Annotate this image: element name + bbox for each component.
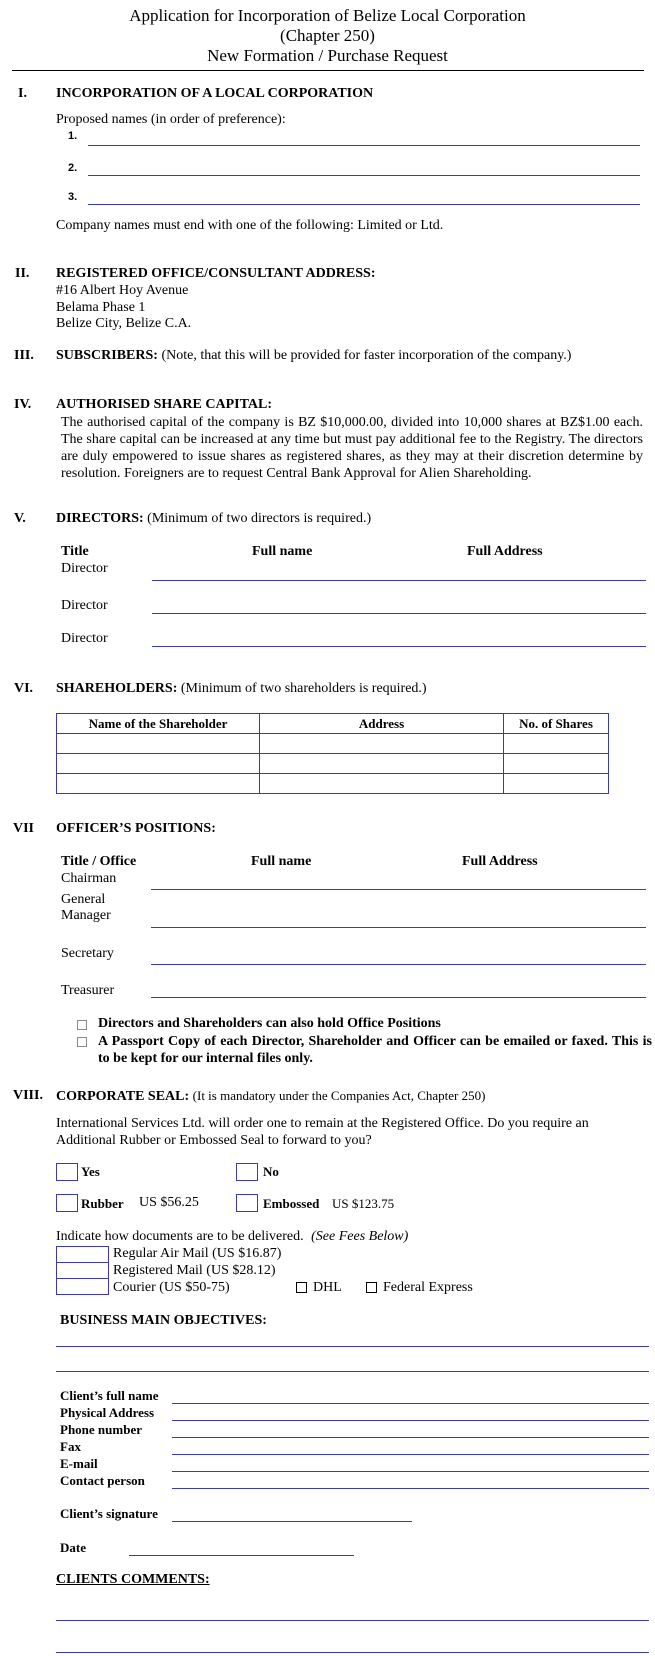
dhl-label: DHL	[313, 1280, 342, 1295]
table-row	[57, 774, 609, 794]
courier-fedex-option[interactable]	[366, 1280, 473, 1296]
shareholder-name-header: Name of the Shareholder	[57, 714, 260, 734]
client-address-field[interactable]	[172, 1420, 649, 1421]
seal-rubber-checkbox[interactable]	[56, 1194, 78, 1212]
delivery-courier-checkbox[interactable]	[56, 1278, 109, 1295]
form-subtitle: New Formation / Purchase Request	[207, 46, 448, 65]
director-row-3-label: Director	[61, 631, 108, 646]
section-6-line	[56, 681, 427, 697]
section-3-line	[56, 348, 571, 364]
client-email-label: E-mail	[60, 1456, 98, 1471]
delivery-airmail-label: Regular Air Mail (US $16.87)	[113, 1246, 282, 1261]
officer-gm-label-2: Manager	[61, 908, 111, 923]
client-signature-field[interactable]	[172, 1521, 412, 1522]
dhl-checkbox[interactable]	[296, 1282, 307, 1293]
officer-treasurer-field[interactable]	[151, 997, 646, 998]
client-name-label: Client’s full name	[60, 1388, 159, 1403]
comments-field-2[interactable]	[56, 1652, 649, 1653]
section-6-title: SHAREHOLDERS:	[56, 681, 178, 696]
client-fax-field[interactable]	[172, 1454, 649, 1455]
delivery-courier-label: Courier (US $50-75)	[113, 1280, 230, 1295]
section-6-number: VI.	[14, 681, 34, 696]
address-line-1: #16 Albert Hoy Avenue	[56, 283, 189, 298]
name-2-label: 2.	[68, 162, 78, 174]
objectives-field-2[interactable]	[56, 1371, 649, 1372]
bullet-checkbox-2	[77, 1037, 87, 1047]
form-chapter: (Chapter 250)	[280, 26, 375, 45]
officer-treasurer-label: Treasurer	[61, 983, 115, 998]
officers-col-name: Full name	[251, 854, 312, 869]
section-3-number: III.	[14, 348, 34, 363]
director-row-3-field[interactable]	[152, 646, 646, 647]
section-7-title: OFFICER’S POSITIONS:	[56, 821, 216, 836]
table-cell[interactable]	[260, 774, 504, 794]
seal-no-label: No	[263, 1164, 279, 1179]
name-1-label: 1.	[68, 130, 78, 142]
directors-col-title: Title	[61, 544, 89, 559]
director-row-1-label: Director	[61, 561, 108, 576]
section-8-title: CORPORATE SEAL:	[56, 1089, 190, 1104]
table-cell[interactable]	[57, 774, 260, 794]
seal-embossed-price: US $123.75	[332, 1196, 395, 1211]
officers-col-address: Full Address	[462, 854, 538, 869]
delivery-label: Indicate how documents are to be delivered.	[56, 1229, 304, 1244]
fedex-label: Federal Express	[383, 1280, 473, 1295]
director-row-1-field[interactable]	[152, 580, 646, 581]
section-5-line	[56, 511, 371, 527]
seal-yes-label: Yes	[81, 1164, 100, 1179]
seal-embossed-checkbox[interactable]	[236, 1194, 258, 1212]
section-1-number: I.	[18, 86, 27, 101]
section-1-title: INCORPORATION OF A LOCAL CORPORATION	[56, 86, 374, 101]
client-date-label: Date	[60, 1540, 86, 1555]
proposed-names-label: Proposed names (in order of preference):	[56, 112, 286, 127]
delivery-note: (See Fees Below)	[311, 1229, 409, 1244]
officer-note-1: Directors and Shareholders can also hold Office Positions	[98, 1016, 441, 1031]
delivery-registered-checkbox[interactable]	[56, 1262, 109, 1279]
comments-title: CLIENTS COMMENTS:	[56, 1572, 210, 1587]
fedex-checkbox[interactable]	[366, 1282, 377, 1293]
section-5-number: V.	[14, 511, 26, 526]
address-line-3: Belize City, Belize C.A.	[56, 316, 192, 331]
officer-gm-label-1: General	[61, 892, 106, 907]
share-capital-text: The authorised capital of the company is BZ $10,000.00, divided into 10,000 shares at BZ$1.00 each. The share capital can be increased at any time but must pay additional fee to the Registry. The directors are duly empowered to issue shares as registered shares, as they may at their discretion determine by resolution. Foreigners are to request Central Bank Approval for Alien Shareholding.	[61, 415, 643, 481]
section-8-note: (It is mandatory under the Companies Act, Chapter 250)	[192, 1088, 486, 1103]
section-2-number: II.	[15, 266, 30, 281]
seal-rubber-price: US $56.25	[139, 1195, 199, 1210]
header-rule	[12, 70, 644, 71]
company-name-note: Company names must end with one of the following: Limited or Ltd.	[56, 218, 444, 233]
objectives-field-1[interactable]	[56, 1346, 649, 1347]
comments-field-1[interactable]	[56, 1620, 649, 1621]
table-cell[interactable]	[57, 754, 260, 774]
officer-gm-field[interactable]	[151, 927, 646, 928]
client-phone-field[interactable]	[172, 1437, 649, 1438]
seal-embossed-label: Embossed	[263, 1196, 320, 1211]
seal-question: International Services Ltd. will order one to remain at the Registered Office. Do you require an Additional Rubber or Embossed Seal to forward to you?	[56, 1116, 589, 1148]
seal-no-checkbox[interactable]	[236, 1163, 258, 1181]
name-3-field[interactable]	[88, 204, 640, 205]
table-cell[interactable]	[504, 754, 609, 774]
section-5-title: DIRECTORS:	[56, 511, 144, 526]
client-phone-label: Phone number	[60, 1422, 142, 1437]
officer-secretary-label: Secretary	[61, 946, 114, 961]
directors-col-address: Full Address	[467, 544, 543, 559]
officer-secretary-field[interactable]	[151, 964, 646, 965]
director-row-2-label: Director	[61, 598, 108, 613]
section-3-note: (Note, that this will be provided for faster incorporation of the company.)	[161, 348, 572, 363]
table-header-row	[57, 714, 609, 734]
bullet-checkbox-1	[77, 1020, 87, 1030]
shareholder-shares-header: No. of Shares	[504, 714, 609, 734]
section-4-title: AUTHORISED SHARE CAPITAL:	[56, 397, 272, 412]
shareholder-address-header: Address	[260, 714, 504, 734]
section-3-title: SUBSCRIBERS:	[56, 348, 158, 363]
client-name-field[interactable]	[172, 1403, 649, 1404]
client-contact-field[interactable]	[172, 1488, 649, 1489]
table-cell[interactable]	[57, 734, 260, 754]
objectives-title: BUSINESS MAIN OBJECTIVES:	[60, 1313, 267, 1328]
directors-col-name: Full name	[252, 544, 313, 559]
table-cell[interactable]	[260, 754, 504, 774]
seal-rubber-label: Rubber	[81, 1196, 124, 1211]
officer-note-2: A Passport Copy of each Director, Shareholder and Officer can be emailed or faxed. This is to be kept for our internal files only.	[98, 1034, 652, 1066]
officers-col-title: Title / Office	[61, 854, 137, 869]
name-2-field[interactable]	[88, 175, 640, 176]
section-8-number: VIII.	[13, 1088, 43, 1103]
shareholders-table	[56, 713, 609, 794]
section-2-title: REGISTERED OFFICE/CONSULTANT ADDRESS:	[56, 266, 376, 281]
client-address-label: Physical Address	[60, 1405, 155, 1420]
table-cell[interactable]	[504, 734, 609, 754]
section-6-note: (Minimum of two shareholders is required.)	[180, 681, 427, 696]
client-date-field[interactable]	[129, 1555, 354, 1556]
client-email-field[interactable]	[172, 1471, 649, 1472]
address-line-2: Belama Phase 1	[56, 300, 146, 315]
name-1-field[interactable]	[88, 145, 640, 146]
name-3-label: 3.	[68, 191, 78, 203]
table-row	[57, 754, 609, 774]
section-5-note: (Minimum of two directors is required.)	[147, 511, 372, 526]
section-7-number: VII	[13, 821, 35, 836]
delivery-airmail-checkbox[interactable]	[56, 1246, 109, 1263]
seal-yes-checkbox[interactable]	[56, 1163, 78, 1181]
officer-chairman-label: Chairman	[61, 871, 117, 886]
delivery-line	[56, 1229, 408, 1245]
client-contact-label: Contact person	[60, 1473, 145, 1488]
courier-dhl-option[interactable]	[296, 1280, 342, 1296]
table-cell[interactable]	[260, 734, 504, 754]
officer-chairman-field[interactable]	[151, 889, 646, 890]
section-8-line	[56, 1088, 485, 1105]
section-4-number: IV.	[14, 397, 32, 412]
delivery-registered-label: Registered Mail (US $28.12)	[113, 1263, 276, 1278]
client-signature-label: Client’s signature	[60, 1506, 158, 1521]
director-row-2-field[interactable]	[152, 613, 646, 614]
table-row	[57, 734, 609, 754]
client-fax-label: Fax	[60, 1439, 81, 1454]
table-cell[interactable]	[504, 774, 609, 794]
form-title: Application for Incorporation of Belize Local Corporation	[129, 6, 526, 25]
